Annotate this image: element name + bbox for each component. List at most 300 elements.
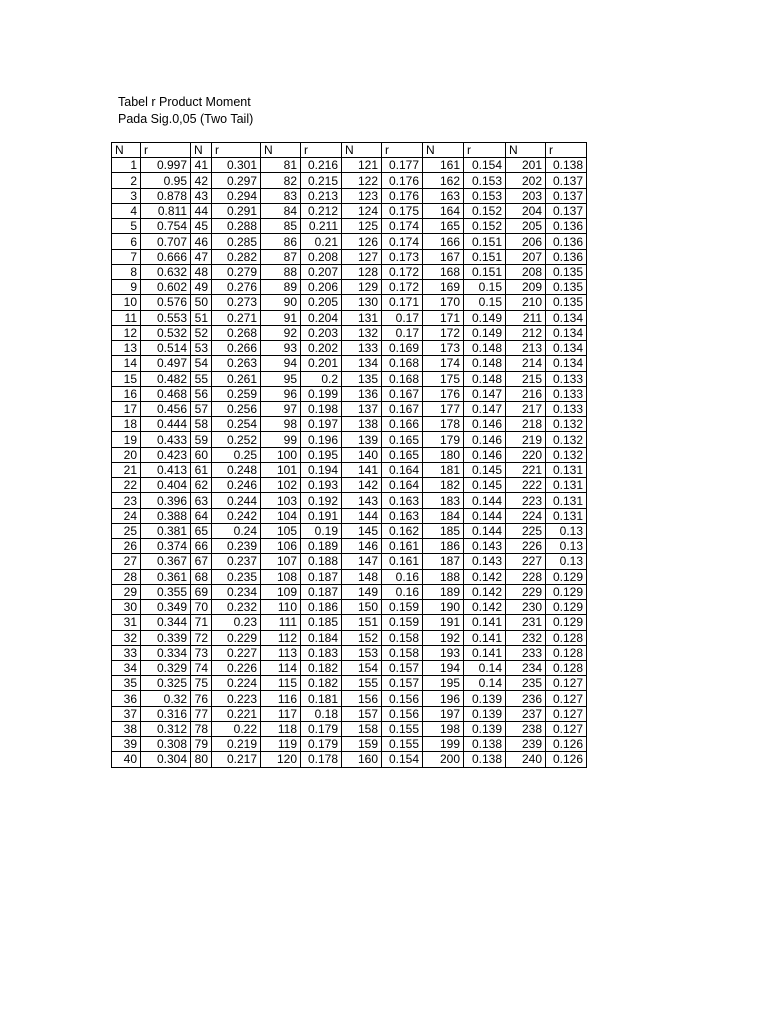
cell-n: 40 [112,752,141,767]
cell-r: 0.138 [464,737,506,752]
cell-r: 0.135 [546,264,587,279]
cell-n: 221 [506,462,546,477]
cell-r: 0.142 [464,584,506,599]
cell-r: 0.268 [212,325,261,340]
cell-r: 0.206 [301,280,342,295]
cell-r: 0.285 [212,234,261,249]
cell-n: 61 [191,462,212,477]
cell-r: 0.128 [546,630,587,645]
cell-r: 0.301 [212,158,261,173]
cell-r: 0.811 [141,203,191,218]
cell-n: 74 [191,660,212,675]
column-header-n: N [261,143,301,158]
cell-r: 0.221 [212,706,261,721]
cell-r: 0.127 [546,706,587,721]
cell-n: 193 [423,645,464,660]
cell-n: 114 [261,660,301,675]
cell-n: 169 [423,280,464,295]
table-row [112,401,587,416]
cell-n: 39 [112,737,141,752]
cell-n: 155 [342,676,382,691]
cell-n: 130 [342,295,382,310]
cell-n: 119 [261,737,301,752]
cell-r: 0.129 [546,584,587,599]
cell-n: 145 [342,523,382,538]
cell-r: 0.175 [382,203,423,218]
cell-r: 0.433 [141,432,191,447]
cell-r: 0.282 [212,249,261,264]
cell-r: 0.153 [464,188,506,203]
cell-n: 21 [112,462,141,477]
cell-n: 19 [112,432,141,447]
cell-n: 214 [506,356,546,371]
cell-r: 0.202 [301,341,342,356]
cell-r: 0.148 [464,371,506,386]
cell-r: 0.291 [212,203,261,218]
cell-n: 179 [423,432,464,447]
cell-n: 29 [112,584,141,599]
cell-r: 0.129 [546,569,587,584]
cell-n: 100 [261,447,301,462]
cell-n: 124 [342,203,382,218]
cell-n: 68 [191,569,212,584]
cell-n: 90 [261,295,301,310]
cell-n: 84 [261,203,301,218]
cell-n: 129 [342,280,382,295]
column-header-n: N [423,143,464,158]
cell-r: 0.203 [301,325,342,340]
cell-n: 183 [423,493,464,508]
cell-n: 177 [423,401,464,416]
cell-r: 0.134 [546,310,587,325]
cell-r: 0.138 [464,752,506,767]
cell-r: 0.133 [546,386,587,401]
cell-r: 0.16 [382,584,423,599]
cell-n: 87 [261,249,301,264]
cell-r: 0.134 [546,341,587,356]
cell-n: 4 [112,203,141,218]
cell-n: 171 [423,310,464,325]
cell-n: 20 [112,447,141,462]
column-header-r: r [141,143,191,158]
cell-r: 0.15 [464,295,506,310]
cell-r: 0.165 [382,447,423,462]
cell-r: 0.127 [546,676,587,691]
cell-n: 139 [342,432,382,447]
cell-r: 0.413 [141,462,191,477]
cell-r: 0.423 [141,447,191,462]
cell-n: 134 [342,356,382,371]
cell-n: 232 [506,630,546,645]
cell-n: 195 [423,676,464,691]
table-row [112,676,587,691]
cell-n: 80 [191,752,212,767]
cell-n: 162 [423,173,464,188]
cell-n: 97 [261,401,301,416]
table-row [112,630,587,645]
cell-n: 83 [261,188,301,203]
cell-n: 5 [112,219,141,234]
cell-n: 212 [506,325,546,340]
cell-n: 152 [342,630,382,645]
cell-r: 0.211 [301,219,342,234]
cell-n: 239 [506,737,546,752]
cell-r: 0.144 [464,493,506,508]
cell-n: 11 [112,310,141,325]
cell-r: 0.16 [382,569,423,584]
cell-r: 0.2 [301,371,342,386]
cell-n: 86 [261,234,301,249]
cell-n: 133 [342,341,382,356]
cell-r: 0.186 [301,600,342,615]
cell-r: 0.142 [464,569,506,584]
cell-n: 24 [112,508,141,523]
cell-r: 0.145 [464,478,506,493]
cell-n: 231 [506,615,546,630]
cell-n: 88 [261,264,301,279]
cell-n: 33 [112,645,141,660]
cell-r: 0.246 [212,478,261,493]
cell-n: 91 [261,310,301,325]
cell-r: 0.176 [382,188,423,203]
title-line-2: Pada Sig.0,05 (Two Tail) [118,112,254,126]
cell-n: 63 [191,493,212,508]
cell-r: 0.151 [464,234,506,249]
cell-r: 0.553 [141,310,191,325]
cell-r: 0.205 [301,295,342,310]
cell-n: 153 [342,645,382,660]
cell-r: 0.154 [464,158,506,173]
cell-r: 0.207 [301,264,342,279]
cell-n: 113 [261,645,301,660]
cell-r: 0.177 [382,158,423,173]
cell-n: 226 [506,539,546,554]
cell-r: 0.198 [301,401,342,416]
cell-n: 52 [191,325,212,340]
cell-r: 0.308 [141,737,191,752]
cell-r: 0.156 [382,691,423,706]
cell-r: 0.181 [301,691,342,706]
cell-r: 0.15 [464,280,506,295]
cell-r: 0.137 [546,173,587,188]
cell-r: 0.163 [382,508,423,523]
cell-n: 106 [261,539,301,554]
cell-r: 0.208 [301,249,342,264]
cell-n: 142 [342,478,382,493]
cell-n: 205 [506,219,546,234]
cell-n: 75 [191,676,212,691]
table-row [112,569,587,584]
cell-r: 0.18 [301,706,342,721]
cell-n: 13 [112,341,141,356]
cell-n: 64 [191,508,212,523]
cell-n: 240 [506,752,546,767]
cell-n: 70 [191,600,212,615]
cell-n: 238 [506,721,546,736]
cell-n: 17 [112,401,141,416]
cell-r: 0.254 [212,417,261,432]
cell-r: 0.707 [141,234,191,249]
cell-n: 164 [423,203,464,218]
cell-r: 0.217 [212,752,261,767]
cell-r: 0.157 [382,676,423,691]
cell-n: 1 [112,158,141,173]
cell-n: 128 [342,264,382,279]
cell-r: 0.204 [301,310,342,325]
cell-n: 140 [342,447,382,462]
cell-r: 0.139 [464,706,506,721]
cell-n: 8 [112,264,141,279]
cell-r: 0.14 [464,676,506,691]
cell-n: 215 [506,371,546,386]
cell-r: 0.381 [141,523,191,538]
cell-r: 0.152 [464,219,506,234]
cell-r: 0.148 [464,341,506,356]
cell-n: 62 [191,478,212,493]
cell-r: 0.514 [141,341,191,356]
cell-r: 0.456 [141,401,191,416]
cell-r: 0.482 [141,371,191,386]
cell-r: 0.244 [212,493,261,508]
cell-r: 0.155 [382,737,423,752]
table-row [112,645,587,660]
cell-n: 102 [261,478,301,493]
cell-r: 0.159 [382,615,423,630]
cell-r: 0.24 [212,523,261,538]
cell-r: 0.134 [546,356,587,371]
cell-r: 0.334 [141,645,191,660]
cell-r: 0.602 [141,280,191,295]
cell-n: 48 [191,264,212,279]
cell-n: 7 [112,249,141,264]
table-body [112,158,587,767]
cell-r: 0.151 [464,264,506,279]
cell-r: 0.294 [212,188,261,203]
cell-r: 0.135 [546,295,587,310]
column-header-n: N [342,143,382,158]
cell-n: 158 [342,721,382,736]
cell-n: 49 [191,280,212,295]
cell-r: 0.576 [141,295,191,310]
cell-n: 67 [191,554,212,569]
cell-r: 0.279 [212,264,261,279]
cell-n: 56 [191,386,212,401]
cell-r: 0.154 [382,752,423,767]
table-row [112,158,587,173]
cell-r: 0.155 [382,721,423,736]
cell-r: 0.143 [464,554,506,569]
cell-n: 55 [191,371,212,386]
cell-n: 157 [342,706,382,721]
cell-r: 0.131 [546,493,587,508]
cell-n: 197 [423,706,464,721]
cell-n: 121 [342,158,382,173]
cell-n: 218 [506,417,546,432]
cell-r: 0.192 [301,493,342,508]
title-line-1: Tabel r Product Moment [118,95,251,109]
cell-r: 0.17 [382,325,423,340]
cell-r: 0.156 [382,706,423,721]
header-row [112,143,587,158]
cell-r: 0.132 [546,432,587,447]
table-row [112,173,587,188]
cell-r: 0.133 [546,371,587,386]
cell-n: 71 [191,615,212,630]
cell-r: 0.126 [546,752,587,767]
cell-n: 108 [261,569,301,584]
cell-n: 105 [261,523,301,538]
table-row [112,478,587,493]
cell-n: 73 [191,645,212,660]
cell-r: 0.128 [546,660,587,675]
cell-r: 0.325 [141,676,191,691]
table-row [112,264,587,279]
cell-n: 36 [112,691,141,706]
cell-r: 0.163 [382,493,423,508]
cell-n: 131 [342,310,382,325]
cell-r: 0.374 [141,539,191,554]
table-row [112,539,587,554]
cell-n: 58 [191,417,212,432]
cell-n: 78 [191,721,212,736]
cell-r: 0.129 [546,600,587,615]
cell-n: 207 [506,249,546,264]
cell-n: 141 [342,462,382,477]
cell-n: 10 [112,295,141,310]
cell-n: 151 [342,615,382,630]
column-header-n: N [112,143,141,158]
table-row [112,523,587,538]
cell-r: 0.32 [141,691,191,706]
cell-n: 107 [261,554,301,569]
cell-r: 0.151 [464,249,506,264]
cell-r: 0.23 [212,615,261,630]
cell-r: 0.239 [212,539,261,554]
column-header-n: N [506,143,546,158]
cell-r: 0.144 [464,508,506,523]
cell-r: 0.134 [546,325,587,340]
cell-r: 0.172 [382,280,423,295]
cell-n: 47 [191,249,212,264]
cell-r: 0.497 [141,356,191,371]
cell-n: 217 [506,401,546,416]
cell-n: 222 [506,478,546,493]
cell-n: 194 [423,660,464,675]
cell-n: 95 [261,371,301,386]
cell-n: 77 [191,706,212,721]
table-row [112,615,587,630]
cell-n: 50 [191,295,212,310]
cell-n: 159 [342,737,382,752]
column-header-r: r [464,143,506,158]
cell-r: 0.229 [212,630,261,645]
cell-n: 22 [112,478,141,493]
cell-r: 0.316 [141,706,191,721]
cell-n: 173 [423,341,464,356]
document-title [118,94,253,128]
cell-r: 0.182 [301,676,342,691]
cell-r: 0.878 [141,188,191,203]
table-row [112,554,587,569]
cell-n: 143 [342,493,382,508]
cell-r: 0.273 [212,295,261,310]
cell-r: 0.136 [546,249,587,264]
cell-n: 38 [112,721,141,736]
cell-n: 202 [506,173,546,188]
column-header-n: N [191,143,212,158]
cell-r: 0.95 [141,173,191,188]
cell-r: 0.171 [382,295,423,310]
cell-n: 53 [191,341,212,356]
cell-n: 201 [506,158,546,173]
cell-n: 59 [191,432,212,447]
cell-r: 0.135 [546,280,587,295]
cell-n: 92 [261,325,301,340]
cell-r: 0.131 [546,508,587,523]
cell-n: 81 [261,158,301,173]
cell-r: 0.168 [382,356,423,371]
cell-r: 0.215 [301,173,342,188]
cell-r: 0.997 [141,158,191,173]
cell-r: 0.136 [546,219,587,234]
cell-n: 204 [506,203,546,218]
cell-r: 0.179 [301,721,342,736]
cell-n: 192 [423,630,464,645]
cell-r: 0.128 [546,645,587,660]
cell-n: 230 [506,600,546,615]
cell-n: 66 [191,539,212,554]
cell-n: 42 [191,173,212,188]
cell-n: 178 [423,417,464,432]
cell-r: 0.159 [382,600,423,615]
cell-n: 101 [261,462,301,477]
cell-n: 163 [423,188,464,203]
table-row [112,188,587,203]
cell-r: 0.162 [382,523,423,538]
cell-r: 0.157 [382,660,423,675]
cell-r: 0.632 [141,264,191,279]
cell-n: 9 [112,280,141,295]
cell-r: 0.226 [212,660,261,675]
cell-n: 132 [342,325,382,340]
cell-r: 0.263 [212,356,261,371]
cell-n: 148 [342,569,382,584]
cell-n: 234 [506,660,546,675]
table-row [112,371,587,386]
cell-r: 0.339 [141,630,191,645]
cell-r: 0.216 [301,158,342,173]
table-row [112,249,587,264]
cell-n: 227 [506,554,546,569]
cell-n: 224 [506,508,546,523]
cell-n: 15 [112,371,141,386]
cell-r: 0.355 [141,584,191,599]
cell-r: 0.146 [464,432,506,447]
table-row [112,417,587,432]
cell-n: 211 [506,310,546,325]
cell-r: 0.131 [546,462,587,477]
cell-r: 0.147 [464,386,506,401]
cell-n: 57 [191,401,212,416]
cell-n: 3 [112,188,141,203]
table-row [112,584,587,599]
cell-n: 167 [423,249,464,264]
cell-r: 0.176 [382,173,423,188]
cell-n: 110 [261,600,301,615]
cell-r: 0.195 [301,447,342,462]
cell-r: 0.188 [301,554,342,569]
cell-n: 94 [261,356,301,371]
